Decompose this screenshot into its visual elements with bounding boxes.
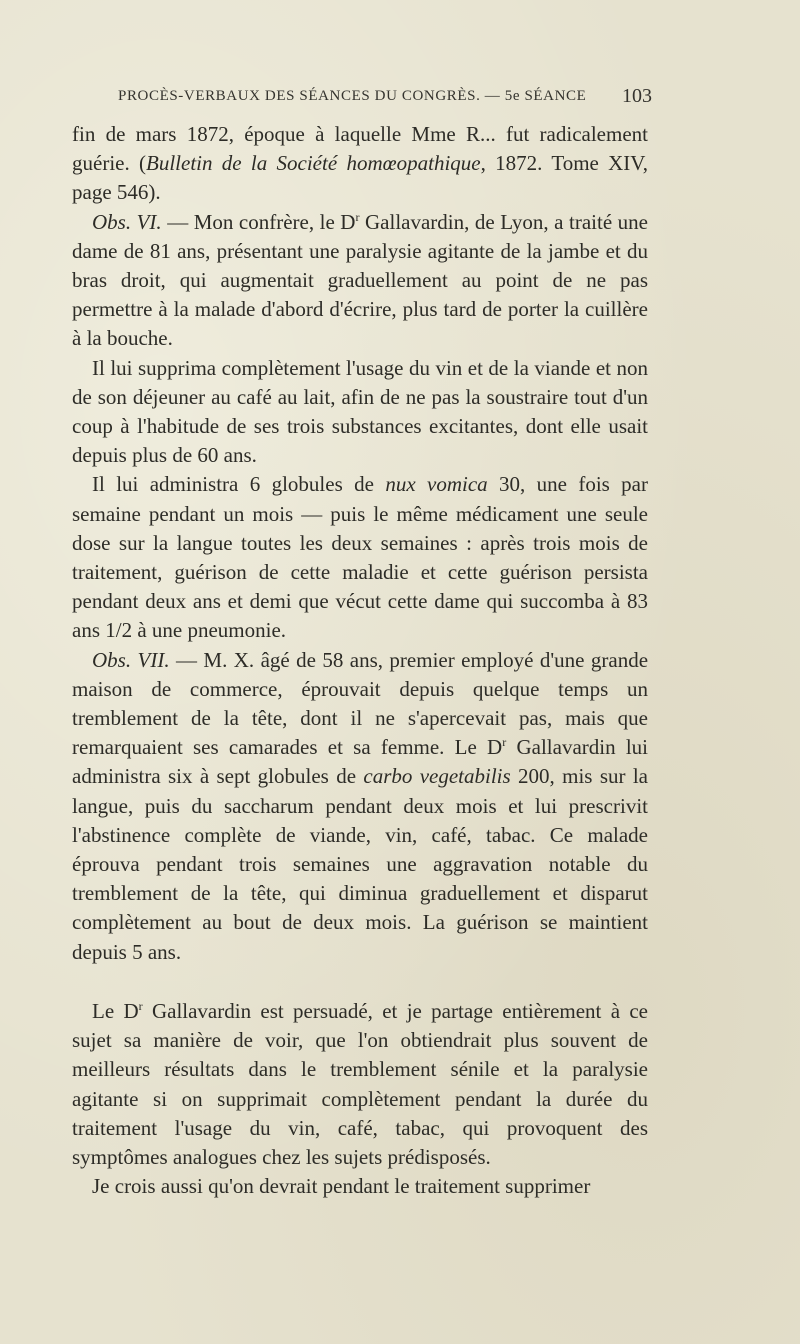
obs-vi-text-c: Gallavardin, de Lyon, a traité une dame de 81 ans, présentant une paralysie agitante de la jambe et du bras droit, qui augmentait graduellement au point de ne pas permettre à la malade d'abord d'écrire, plus tard de porter la cuillère à la bouche. xyxy=(72,209,648,351)
remedy-nux-vomica: nux vomica xyxy=(385,472,488,497)
paragraph-7: Je crois aussi qu'on devrait pendant le traitement supprimer xyxy=(92,1174,591,1199)
doctor-superscript: r xyxy=(502,735,507,750)
obs-vii-label: Obs. VII. xyxy=(92,647,170,672)
paragraph-4 xyxy=(72,470,648,645)
paragraph-6 xyxy=(72,997,648,1172)
running-title: PROCÈS-VERBAUX DES SÉANCES DU CONGRÈS. — 5e SÉANCE xyxy=(118,88,587,104)
doctor-superscript: r xyxy=(355,209,360,224)
obs-vii-text-c: Gallavardin lui administra six à sept globules de xyxy=(72,735,649,789)
remedy-carbo-vegetabilis: carbo vegetabilis xyxy=(363,764,511,789)
doctor-superscript: r xyxy=(138,998,143,1013)
obs-vii-text-b: — M. X. âgé de 58 ans, premier employé d'une grande maison de commerce, éprouvait depuis quelque temps un tremblement de la tête, dont il ne s'apercevait pas, mais que remarquaient ses camarades et sa femme. Le D xyxy=(72,647,649,760)
paragraph-obs-vi xyxy=(72,208,648,354)
paragraph-4-text-c: 30, une fois par semaine pendant un mois — puis le même médicament une seule dose sur la langue toutes les deux semaines : après trois mois de traitement, guérison de cette maladie et cette guérison persista pendant deux ans et demi que vécut cette dame qui succomba à 83 ans 1/2 à une pneumonie. xyxy=(72,472,649,643)
paragraph-obs-vii xyxy=(72,646,648,967)
paragraph-4-text-a: Il lui administra 6 globules de xyxy=(92,472,386,497)
paragraph-1-text-c: , 1872. Tome XIV, page 546). xyxy=(72,151,649,205)
paragraph-6-text-b: Gallavardin est persuadé, et je partage entièrement à ce sujet sa manière de voir, que l'on obtiendrait plus souvent de meilleurs résultats dans le tremblement sénile et la paralysie agitante si on supprimait complètement pendant la durée du traitement l'usage du vin, café, tabac, qui provoquent des symptômes analogues chez les sujets prédisposés. xyxy=(72,998,648,1169)
obs-vii-text-e: 200, mis sur la langue, puis du saccharum pendant deux mois et lui prescrivit l'abstinence complète de viande, vin, café, tabac. Ce malade éprouva pendant trois semaines une aggravation notable du tremblement de la tête, qui diminua graduellement et disparut complètement au bout de deux mois. La guérison se maintient depuis 5 ans. xyxy=(72,764,648,964)
obs-vi-text-b: — Mon confrère, le D xyxy=(161,209,356,234)
paragraph-1 xyxy=(72,120,648,208)
bulletin-citation: Bulletin de la Société homœopathique xyxy=(146,151,481,176)
page-body xyxy=(72,120,648,1201)
paragraph-1-text-a: fin de mars 1872, époque à laquelle Mme R... fut radicalement guérie. ( xyxy=(72,122,648,176)
running-header xyxy=(118,85,652,110)
paragraph-6-text-a: Le D xyxy=(92,998,139,1023)
paragraph-3: Il lui supprima complètement l'usage du vin et de la viande et non de son déjeuner au café au lait, afin de ne pas la soustraire tout d'un coup à l'habitude de ses trois substances excitantes, dont elle usait depuis plus de 60 ans. xyxy=(72,355,648,468)
obs-vi-label: Obs. VI. xyxy=(92,209,162,234)
page-number: 103 xyxy=(622,85,652,107)
